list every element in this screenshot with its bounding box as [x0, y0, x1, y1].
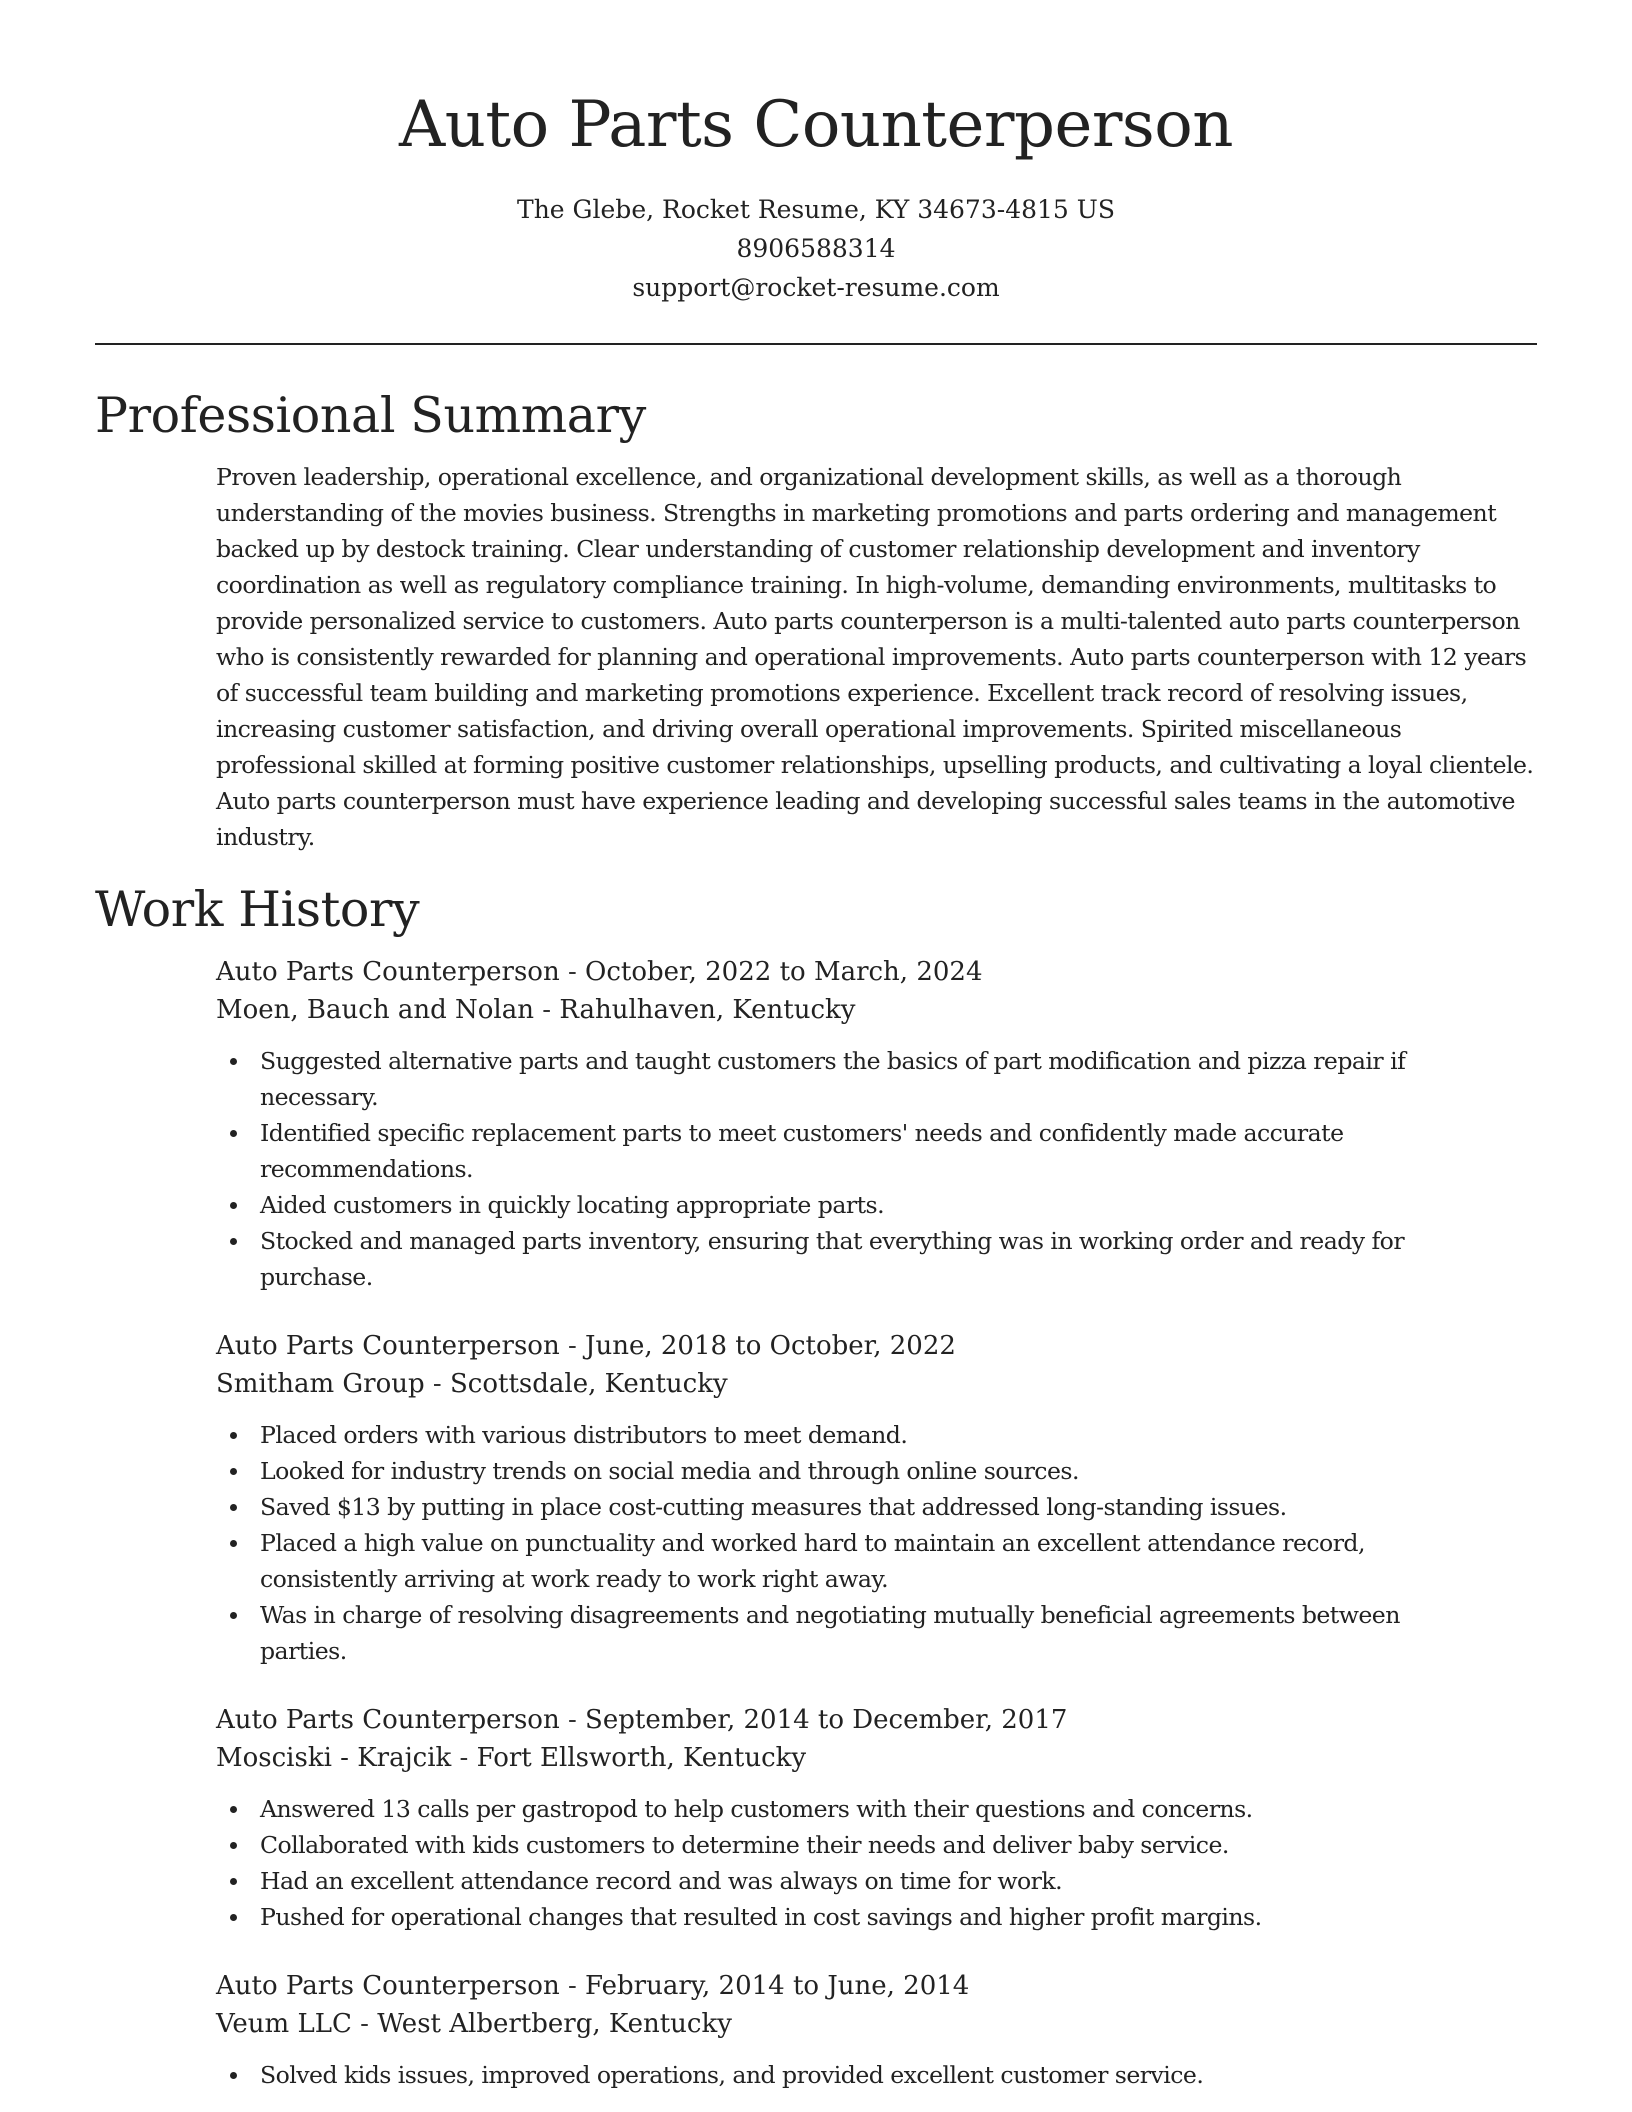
work-history-section: [95, 875, 1537, 2093]
bullet-text: Saved $13 by putting in place cost-cutting measures that addressed long-standing issues.: [260, 1493, 1287, 1521]
separator: -: [351, 2009, 378, 2039]
bullet-icon: [230, 1432, 237, 1439]
job-dates: September, 2014 to December, 2017: [585, 1705, 1068, 1735]
list-item: [216, 1827, 1537, 1863]
bullet-icon: [230, 1504, 237, 1511]
job-location: Scottsdale, Kentucky: [449, 1369, 728, 1399]
job-company-line: [216, 1365, 1537, 1403]
job-dates: February, 2014 to June, 2014: [585, 1971, 970, 2001]
job-company-line: [216, 991, 1537, 1029]
job-company: Mosciski - Krajcik: [216, 1743, 452, 1773]
bullet-text: Answered 13 calls per gastropod to help customers with their questions and concerns.: [260, 1795, 1253, 1823]
list-item: [216, 1115, 1537, 1187]
bullet-icon: [230, 1842, 237, 1849]
resume-page: [95, 80, 1537, 2093]
job-title-line: [216, 1327, 1537, 1365]
bullet-icon: [230, 2072, 237, 2079]
job-company: Moen, Bauch and Nolan: [216, 995, 534, 1025]
header-divider: [95, 343, 1537, 345]
list-item: [216, 1899, 1537, 1935]
job-company-line: [216, 2005, 1537, 2043]
job-company: Smitham Group: [216, 1369, 425, 1399]
professional-summary-section: [95, 381, 1537, 855]
separator: -: [559, 1705, 586, 1735]
work-history-heading: Work History: [95, 881, 420, 938]
bullet-text: Had an excellent attendance record and was always on time for work.: [260, 1867, 1063, 1895]
bullet-text: Placed a high value on punctuality and worked hard to maintain an excellent attendance record, consistently arriving at work ready to work right away.: [260, 1529, 1365, 1593]
bullet-icon: [230, 1612, 237, 1619]
bullet-icon: [230, 1468, 237, 1475]
job-dates: October, 2022 to March, 2024: [585, 957, 983, 987]
job-entry: [216, 1701, 1537, 1935]
list-item: [216, 1863, 1537, 1899]
bullet-icon: [230, 1914, 237, 1921]
bullet-text: Stocked and managed parts inventory, ensuring that everything was in working order and ready for purchase.: [260, 1227, 1405, 1291]
contact-block: [95, 190, 1537, 307]
list-item: [216, 1453, 1537, 1489]
bullet-icon: [230, 1806, 237, 1813]
separator: -: [533, 995, 560, 1025]
list-item: [216, 1223, 1537, 1295]
contact-phone: 8906588314: [736, 234, 896, 263]
contact-address: The Glebe, Rocket Resume, KY 34673-4815 US: [517, 195, 1115, 224]
job-bullets: [216, 1791, 1537, 1935]
candidate-name: Auto Parts Counterperson: [398, 88, 1234, 162]
job-entry: [216, 953, 1537, 1295]
list-item: [216, 1489, 1537, 1525]
summary-heading: Professional Summary: [95, 387, 646, 444]
bullet-text: Placed orders with various distributors to meet demand.: [260, 1421, 908, 1449]
job-role: Auto Parts Counterperson: [216, 1705, 560, 1735]
job-bullets: [216, 2057, 1537, 2093]
bullet-text: Looked for industry trends on social media and through online sources.: [260, 1457, 1079, 1485]
bullet-icon: [230, 1130, 237, 1137]
job-title-line: [216, 1701, 1537, 1739]
list-item: [216, 2057, 1537, 2093]
bullet-icon: [230, 1540, 237, 1547]
job-role: Auto Parts Counterperson: [216, 1331, 560, 1361]
job-company: Veum LLC: [216, 2009, 352, 2039]
job-location: Fort Ellsworth, Kentucky: [476, 1743, 807, 1773]
job-entry: [216, 1327, 1537, 1669]
summary-paragraph: Proven leadership, operational excellence, and organizational development skills, as well as a thorough understanding of the movies business. Strengths in marketing promotions and parts ordering and management backed up by destock training. Clear understanding of customer relationship development and inventory coordination as well as regulatory compliance training. In high-volume, demanding environments, multitasks to provide personalized service to customers. Auto parts counterperson is a multi-talented auto parts counterperson who is consistently rewarded for planning and operational improvements. Auto parts counterperson with 12 years of successful team building and marketing promotions experience. Excellent track record of resolving issues, increasing customer satisfaction, and driving overall operational improvements. Spirited miscellaneous professional skilled at forming positive customer relationships, upselling products, and cultivating a loyal clientele. Auto parts counterperson must have experience leading and developing successful sales teams in the automotive industry.: [216, 463, 1534, 851]
list-item: [216, 1187, 1537, 1223]
list-item: [216, 1417, 1537, 1453]
job-location: Rahulhaven, Kentucky: [559, 995, 856, 1025]
job-bullets: [216, 1043, 1537, 1295]
job-title-line: [216, 1967, 1537, 2005]
job-company-line: [216, 1739, 1537, 1777]
bullet-text: Collaborated with kids customers to determine their needs and deliver baby service.: [260, 1831, 1229, 1859]
separator: -: [559, 957, 586, 987]
job-title-line: [216, 953, 1537, 991]
job-role: Auto Parts Counterperson: [216, 1971, 560, 2001]
bullet-text: Identified specific replacement parts to meet customers' needs and confidently made accurate recommendations.: [260, 1119, 1344, 1183]
job-bullets: [216, 1417, 1537, 1669]
list-item: [216, 1043, 1537, 1115]
job-role: Auto Parts Counterperson: [216, 957, 560, 987]
job-entry: [216, 1967, 1537, 2093]
bullet-icon: [230, 1238, 237, 1245]
contact-email: support@rocket-resume.com: [632, 273, 1000, 302]
separator: -: [559, 1331, 586, 1361]
bullet-text: Pushed for operational changes that resulted in cost savings and higher profit margins.: [260, 1903, 1262, 1931]
bullet-text: Suggested alternative parts and taught customers the basics of part modification and pizza repair if necessary.: [260, 1047, 1406, 1111]
bullet-icon: [230, 1058, 237, 1065]
bullet-icon: [230, 1202, 237, 1209]
separator: -: [451, 1743, 477, 1773]
list-item: [216, 1525, 1537, 1597]
list-item: [216, 1791, 1537, 1827]
bullet-text: Aided customers in quickly locating appropriate parts.: [260, 1191, 885, 1219]
bullet-text: Was in charge of resolving disagreements and negotiating mutually beneficial agreements between parties.: [260, 1601, 1400, 1665]
bullet-icon: [230, 1878, 237, 1885]
job-location: West Albertberg, Kentucky: [377, 2009, 732, 2039]
separator: -: [424, 1369, 450, 1399]
separator: -: [559, 1971, 586, 2001]
job-dates: June, 2018 to October, 2022: [585, 1331, 956, 1361]
resume-header: [95, 80, 1537, 307]
job-list: [95, 953, 1537, 2093]
list-item: [216, 1597, 1537, 1669]
bullet-text: Solved kids issues, improved operations, and provided excellent customer service.: [260, 2061, 1204, 2089]
